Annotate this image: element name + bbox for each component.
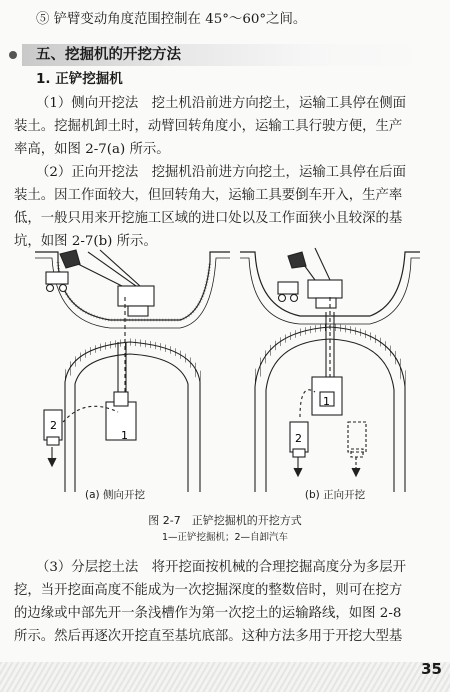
- footer-decoration: [0, 662, 450, 692]
- figure-legend: 1—正铲挖掘机；2—自卸汽车: [161, 532, 289, 543]
- text-line: 率高，如图 2-7(a) 所示。: [14, 142, 170, 157]
- bullet-icon: [8, 50, 18, 60]
- text-line: 低，一般只用来开挖施工区域的进口处以及工作面狭小且较深的基: [14, 211, 403, 226]
- text-line: 坑，如图 2-7(b) 所示。: [14, 234, 157, 249]
- caption-a: (a) 侧向开挖: [85, 489, 145, 501]
- side-excavation-plan: [44, 297, 200, 492]
- label-1: 1: [323, 395, 330, 408]
- text-line: （3）分层挖土法 将开挖面按机械的合理挖掘高度分为多层开: [36, 560, 407, 575]
- page-number: 35: [421, 660, 442, 678]
- section-heading: [22, 44, 438, 66]
- label-2: 2: [50, 419, 57, 432]
- figure-2-7: [30, 242, 420, 547]
- sub-heading: 1. 正铲挖掘机: [36, 71, 123, 87]
- text-line: 所示。然后再逐次开挖直至基坑底部。这种方法多用于开挖大型基: [14, 629, 403, 644]
- section-title: 五、挖掘机的开挖方法: [36, 47, 181, 63]
- text-line: ⑤ 铲臂变动角度范围控制在 45°～60°之间。: [36, 12, 307, 27]
- text-line: （1）侧向开挖法 挖土机沿前进方向挖土，运输工具停在侧面: [36, 96, 407, 111]
- text-line: 装土。挖掘机卸土时，动臂回转角度小，运输工具行驶方便，生产: [14, 119, 403, 134]
- text-line: 装土。因工作面较大，但回转角大，运输工具要倒车开入，生产率: [14, 188, 403, 203]
- label-1: 1: [121, 429, 128, 442]
- front-excavation-plan: [255, 297, 405, 492]
- figure-caption: 图 2-7 正铲挖掘机的开挖方式: [148, 514, 302, 527]
- shovel-excavator-icon: [60, 250, 154, 316]
- text-line: 的边缘或中部先开一条浅槽作为第一次挖土的运输路线，如图 2-8: [14, 606, 402, 621]
- label-2: 2: [295, 432, 302, 445]
- dump-truck-icon: [278, 282, 298, 302]
- text-line: 挖，当开挖面高度不能成为一次挖掘深度的整数倍时，则可在挖方: [14, 583, 403, 598]
- caption-b: (b) 正向开挖: [304, 489, 366, 501]
- text-line: （2）正向开挖法 挖掘机沿前进方向挖土，运输工具停在后面: [36, 165, 407, 180]
- dump-truck-icon: [46, 272, 68, 292]
- excavation-diagram: [30, 242, 420, 492]
